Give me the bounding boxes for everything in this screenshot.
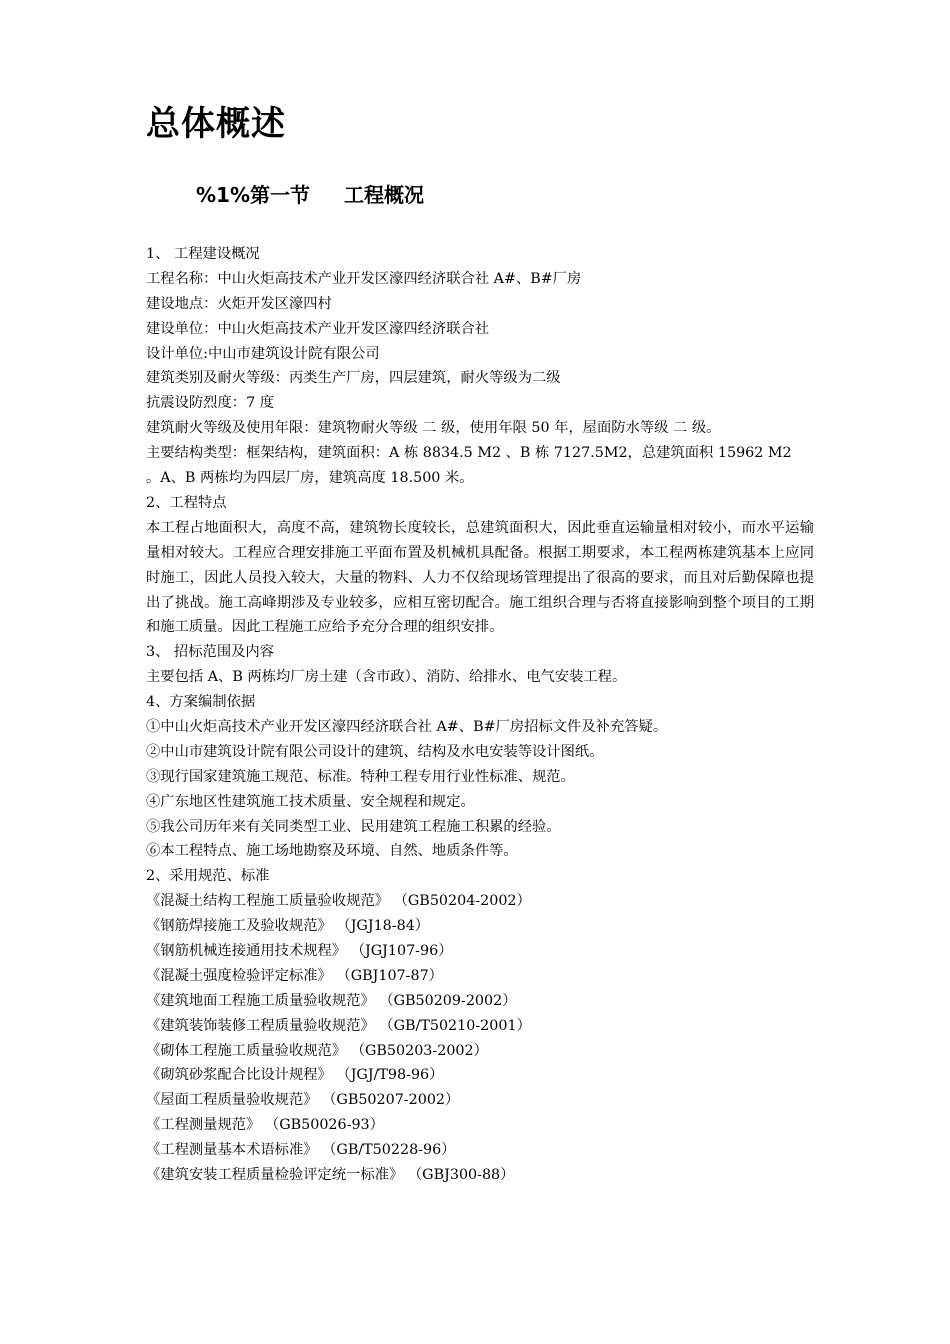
standard-item: 《钢筋焊接施工及验收规范》 （JGJ18-84） [146,918,430,935]
standard-item: 《混凝土结构工程施工质量验收规范》 （GB50204-2002） [146,893,531,910]
text-line: 建设地点：火炬开发区濠四村 [146,295,332,312]
text-line: 1、 工程建设概况 [146,246,260,262]
basis-item: ⑥本工程特点、施工场地勘察及环境、自然、地质条件等。 [146,843,518,860]
standard-item: 《混凝土强度检验评定标准》 （GBJ107-87） [146,967,443,984]
basis-item: ①中山火炬高技术产业开发区濠四经济联合社 A#、B#厂房招标文件及补充答疑。 [146,719,668,735]
standard-item: 《钢筋机械连接通用技术规程》 （JGJ107-96） [146,943,453,960]
basis-item: ③现行国家建筑施工规范、标准。特种工程专用行业性标准、规范。 [146,768,575,785]
text-line: 建筑类别及耐火等级：丙类生产厂房，四层建筑，耐火等级为二级 [146,370,561,387]
text-line: 主要结构类型：框架结构，建筑面积：A 栋 8834.5 M2 、B 栋 7127.5M2，总建筑面积 15962 M2 [146,445,792,462]
standard-item: 《工程测量规范》 （GB50026-93） [146,1117,384,1134]
text-line: 建设单位：中山火炬高技术产业开发区濠四经济联合社 [146,320,490,337]
document-title: 总体概述 [146,104,286,144]
text-line: 主要包括 A、B 两栋均厂房土建（含市政）、消防、给排水、电气安装工程。 [146,669,627,686]
standard-item: 《屋面工程质量验收规范》 （GB50207-2002） [146,1092,460,1109]
feature-paragraph: 本工程占地面积大，高度不高，建筑物长度较长，总建筑面积大，因此垂直运输量相对较小，而水平运输量相对较大。工程应合理安排施工平面布置及机械机具配备。根据工期要求，本工程两栋建筑基本上应同时施工，因此人员投入较大，大量的物料、人力不仅给现场管理提出了很高的要求，而且对后勤保障也提出了挑战。施工高峰期涉及专业较多，应相互密切配合。施工组织合理与否将直接影响到整个项目的工期和施工质量。因此工程施工应给予充分合理的组织安排。 [146,519,814,636]
text-line: 设计单位:中山市建筑设计院有限公司 [146,345,380,362]
standard-item: 《砌体工程施工质量验收规范》 （GB50203-2002） [146,1042,488,1059]
text-line: 2、工程特点 [146,494,227,511]
basis-item: ②中山市建筑设计院有限公司设计的建筑、结构及水电安装等设计图纸。 [146,743,604,760]
standard-item: 《工程测量基本术语标准》 （GB/T50228-96） [146,1142,456,1159]
section-number: %1%第一节 [196,183,310,207]
standard-item: 《建筑安装工程质量检验评定统一标准》 （GBJ300-88） [146,1167,515,1184]
text-line: 4、方案编制依据 [146,694,256,711]
text-line: 2、采用规范、标准 [146,868,270,885]
section-heading [196,180,424,210]
text-line: 工程名称：中山火炬高技术产业开发区濠四经济联合社 A#、B#厂房 [146,270,582,287]
section-name: 工程概况 [344,183,424,207]
document-body [146,242,814,1188]
text-line: 建筑耐火等级及使用年限：建筑物耐火等级 二 级，使用年限 50 年，屋面防水等级 二 级。 [146,420,721,437]
standard-item: 《建筑地面工程施工质量验收规范》 （GB50209-2002） [146,992,517,1009]
basis-item: ⑤我公司历年来有关同类型工业、民用建筑工程施工积累的经验。 [146,818,561,835]
standard-item: 《建筑装饰装修工程质量验收规范》 （GB/T50210-2001） [146,1017,531,1034]
text-line: 。A、B 两栋均为四层厂房，建筑高度 18.500 米。 [146,470,474,487]
text-line: 3、 招标范围及内容 [146,644,275,661]
basis-item: ④广东地区性建筑施工技术质量、安全规程和规定。 [146,793,475,810]
standard-item: 《砌筑砂浆配合比设计规程》 （JGJ/T98-96） [146,1067,444,1084]
text-line: 抗震设防烈度：7 度 [146,395,275,412]
